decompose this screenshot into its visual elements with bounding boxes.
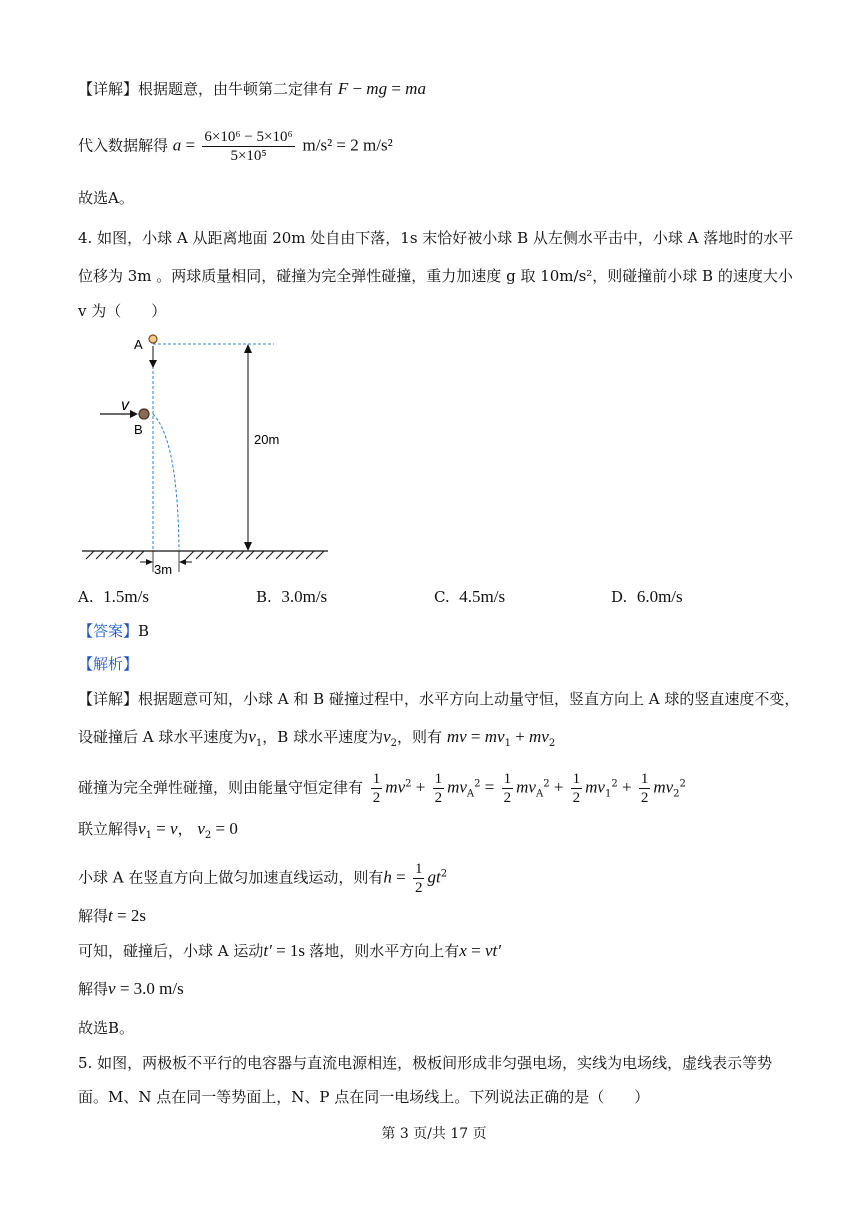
sol3-sub-prefix: 代入数据解得 (78, 136, 169, 155)
ball-a (149, 335, 157, 343)
detail-tag: 【详解】 (78, 80, 139, 98)
q4-detail3: 碰撞为完全弹性碰撞，则由能量守恒定律有 $\frac{1}{2}$ $mv^2$ + $\frac{1}{2}$ $mv_A^2$ = $\frac{1}{2}$ $mv_A^2$ + $\frac{1}{2}$ $mv_1^2$ + $\frac{1}{2}$ $mv_2^2$ (78, 771, 686, 806)
velocity-arrow (130, 410, 138, 418)
ball-b (139, 409, 149, 419)
q5-stem-line1: 5. 如图，两极板不平行的电容器与直流电源相连，极板间形成非匀强电场，实线为电场线，虚线表示等势 (78, 1054, 773, 1072)
page-footer: 第 3 页/共 17 页 (381, 1126, 487, 1142)
label-a: A (134, 337, 143, 352)
q4-detail4: 联立解得$v_1 = v$， $v_2 = 0$ (78, 819, 238, 841)
sol3-numerator: 6×10⁶ − 5×10⁶ (204, 129, 293, 145)
sol3-line: 【详解】根据题意，由牛顿第二定律有 F − mg = ma (78, 79, 426, 98)
q4-stem-line3: v 为（ ） (78, 302, 167, 320)
answer-tag: 【答案】 (78, 622, 139, 640)
sol3-unit: m/s² = 2 m/s² (302, 135, 393, 155)
sol3-substitution: 代入数据解得 a = $\frac{\text{6×10⁶ − 5×10⁶}}{\text{5×10⁵}}$ m/s² = 2 m/s² (78, 129, 393, 164)
fall-arrow (149, 360, 157, 368)
label-v: v (121, 397, 129, 414)
ground-hatch (86, 551, 324, 559)
trajectory-dashed (153, 414, 179, 551)
q4-detail5: 小球 A 在竖直方向上做匀加速直线运动，则有h = $\frac{1}{2}$ $gt^2$ (78, 861, 448, 896)
label-height: 20m (254, 432, 280, 447)
q4-detail2: 设碰撞后 A 球水平速度为$v_1$，B 球水平速度为$v_2$，则有 mv = $mv_1 + mv_2$ (78, 727, 556, 749)
option-a: A. 1.5m/s (78, 587, 149, 606)
q5-stem-line2: 面。M、N 点在同一等势面上，N、P 点在同一电场线上。下列说法正确的是（ ） (78, 1088, 650, 1106)
answer-line (78, 620, 149, 642)
q4-detail1: 【详解】根据题意可知，小球 A 和 B 碰撞过程中，水平方向上动量守恒，竖直方向上 A 球的竖直速度不变， (78, 690, 800, 708)
q4-figure (70, 325, 340, 580)
option-b: B. 3.0m/s (256, 587, 328, 606)
label-b: B (134, 422, 143, 437)
q4-detail8: 解得v = 3.0 m/s (78, 979, 184, 998)
analysis-tag: 【解析】 (78, 655, 139, 673)
q4-stem-line2: 位移为 3m 。两球质量相同，碰撞为完全弹性碰撞，重力加速度 g 取 10m/s²，则碰撞前小球 B 的速度大小 (78, 267, 793, 285)
answer-value: B (138, 622, 150, 640)
sol3-text: 根据题意，由牛顿第二定律有 (138, 80, 334, 98)
sol3-choose: 故选A。 (78, 189, 134, 207)
option-d: D. 6.0m/s (611, 587, 683, 606)
q4-stem-line1: 4. 如图，小球 A 从距离地面 20m 处自由下落，1s 末恰好被小球 B 从左侧水平击中，小球 A 落地时的水平 (78, 229, 794, 247)
sol3-denominator: 5×10⁵ (230, 148, 267, 164)
label-dist: 3m (154, 562, 173, 577)
q4-detail7: 可知，碰撞后，小球 A 运动t′ = 1s 落地，则水平方向上有x = vt′ (78, 941, 501, 960)
sol3-fraction (202, 128, 294, 165)
q4-choose: 故选B。 (78, 1019, 135, 1037)
q4-detail6: 解得t = 2s (78, 906, 146, 925)
option-c: C. 4.5m/s (434, 587, 506, 606)
